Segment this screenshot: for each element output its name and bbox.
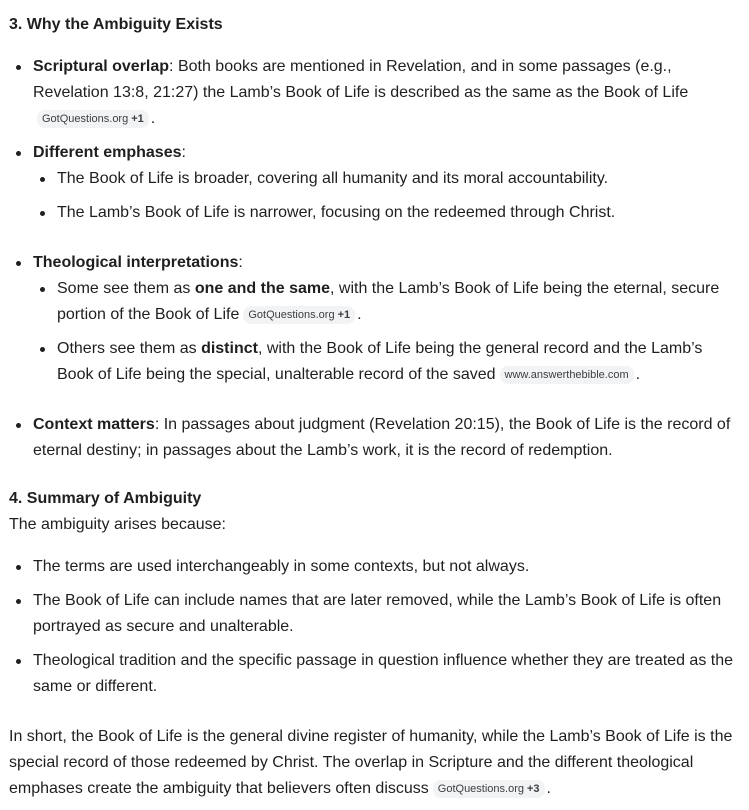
sentence-end: .	[546, 780, 551, 797]
source-chip-gotquestions[interactable]	[433, 780, 545, 798]
source-chip-gotquestions[interactable]	[243, 306, 355, 324]
emphases-sublist	[33, 166, 737, 226]
interpretations-sublist	[33, 276, 737, 388]
source-chip-label: GotQuestions.org	[248, 309, 335, 321]
summary-intro: The ambiguity arises because:	[9, 516, 226, 533]
list-item: The terms are used interchangeably in some contexts, but not always.	[9, 554, 737, 580]
list-item-context-matters	[9, 412, 737, 464]
sublist-emphasis: one and the same	[194, 280, 330, 297]
list-item: Theological tradition and the specific passage in question influence whether they are treated as the same or different.	[9, 648, 737, 700]
sublist-item: The Lamb’s Book of Life is narrower, focusing on the redeemed through Christ.	[33, 200, 737, 226]
source-chip-count: +1	[337, 309, 351, 321]
source-chip-label: www.answerthebible.com	[504, 369, 629, 381]
sentence-end: .	[150, 110, 156, 127]
summary-list	[9, 554, 737, 700]
list-item-different-emphases	[9, 140, 737, 226]
item-title: Different emphases	[33, 144, 182, 161]
sublist-text: Some see them as	[57, 280, 195, 297]
item-text: :	[181, 144, 186, 161]
sublist-text: , with the Lamb’s Book of Life being the eternal, secure portion of the Book of Life	[57, 280, 720, 323]
sentence-end: .	[635, 366, 641, 383]
sublist-item-same	[33, 276, 737, 328]
sublist-emphasis: distinct	[201, 340, 258, 357]
source-chip-gotquestions[interactable]	[37, 110, 149, 128]
source-chip-label: GotQuestions.org	[42, 113, 129, 125]
item-text: : In passages about judgment (Revelation 20:15), the Book of Life is the record of eternal destiny; in passages about the Lamb’s work, it is the record of redemption.	[33, 416, 731, 459]
item-title: Context matters	[33, 416, 155, 433]
sublist-item-distinct	[33, 336, 737, 388]
item-title: Scriptural overlap	[33, 58, 170, 75]
ambiguity-reasons-list	[9, 54, 737, 464]
section-heading-why-ambiguity: 3. Why the Ambiguity Exists	[9, 16, 223, 33]
source-chip-label: GotQuestions.org	[437, 783, 524, 795]
sublist-item: The Book of Life is broader, covering all humanity and its moral accountability.	[33, 166, 737, 192]
sublist-text: Others see them as	[57, 340, 202, 357]
list-item: The Book of Life can include names that are later removed, while the Lamb’s Book of Life is often portrayed as secure and unalterable.	[9, 588, 737, 640]
sublist-text: , with the Book of Life being the general record and the Lamb’s Book of Life being the special, unalterable record of the saved	[57, 340, 703, 383]
item-text: : Both books are mentioned in Revelation, and in some passages (e.g., Revelation 13:8, 21:27) the Lamb’s Book of Life is described as the same as the Book of Life	[33, 58, 689, 101]
source-chip-count: +1	[131, 113, 144, 125]
list-item-theological-interpretations	[9, 250, 737, 388]
item-text: :	[238, 254, 243, 271]
item-title: Theological interpretations	[33, 254, 239, 271]
source-chip-count: +3	[527, 783, 540, 795]
source-chip-answerthebible[interactable]	[500, 366, 634, 384]
sentence-end: .	[357, 306, 362, 323]
conclusion-text: In short, the Book of Life is the general divine register of humanity, while the Lamb’s Book of Life is the special record of those redeemed by Christ. The overlap in Scripture and the different theological emphases create the ambiguity that believers often discuss	[9, 728, 733, 797]
list-item-scriptural-overlap	[9, 54, 737, 132]
conclusion-paragraph	[9, 724, 737, 802]
section-heading-summary: 4. Summary of Ambiguity	[9, 490, 202, 507]
